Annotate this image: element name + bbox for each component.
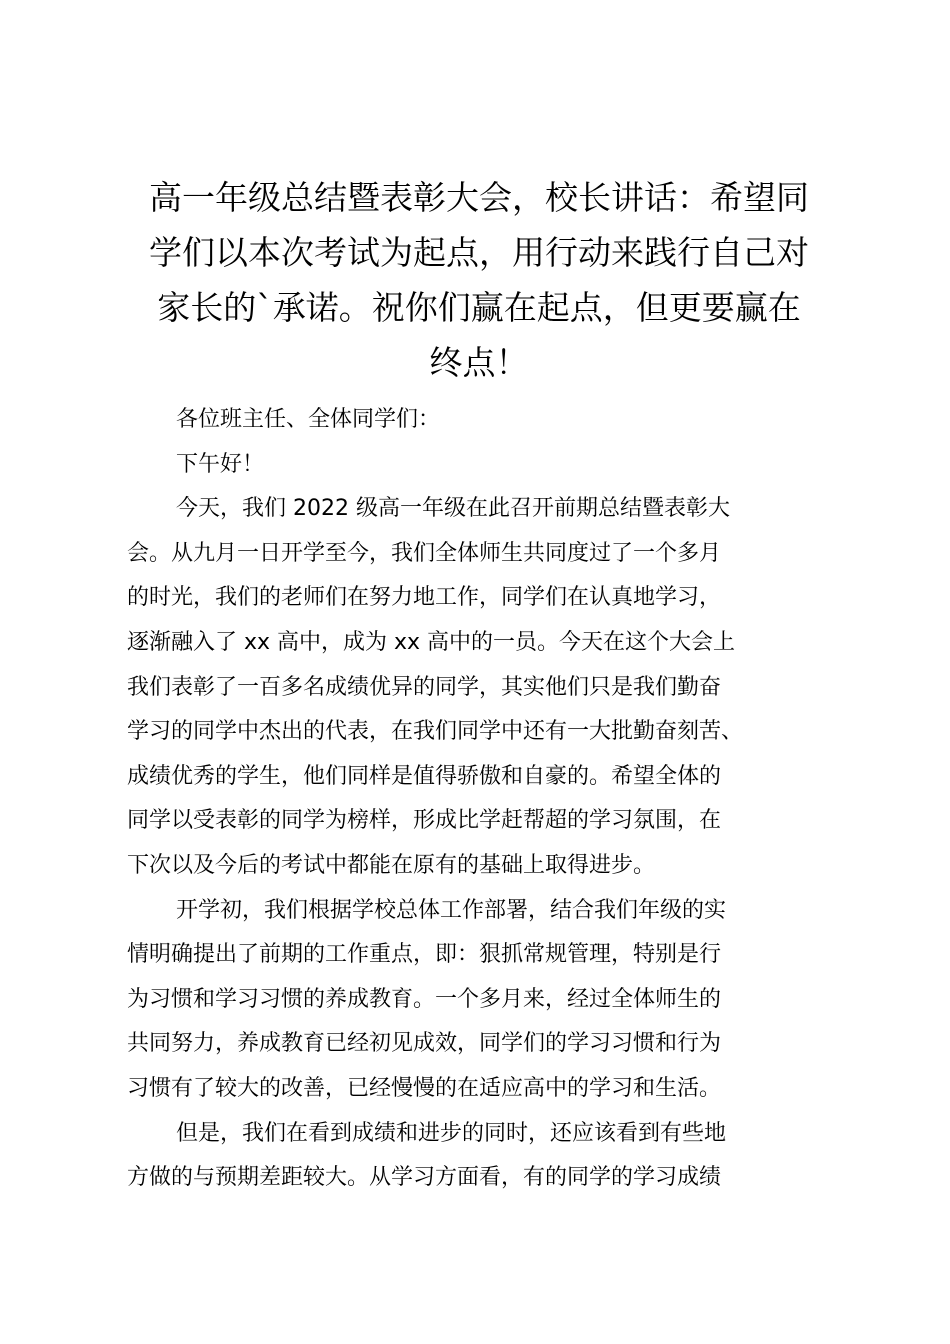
document-page bbox=[127, 170, 831, 1201]
paragraph-line: 为习惯和学习习惯的养成教育。一个多月来，经过全体师生的 bbox=[127, 986, 722, 1012]
paragraph-line: 下次以及今后的考试中都能在原有的基础上取得进步。 bbox=[127, 852, 656, 878]
paragraph-line: 方做的与预期差距较大。从学习方面看，有的同学的学习成绩 bbox=[127, 1165, 722, 1191]
title-line: 高一年级总结暨表彰大会，校长讲话：希望同 bbox=[149, 178, 809, 217]
paragraph-line: 今天，我们 2022 级高一年级在此召开前期总结暨表彰大 bbox=[176, 496, 730, 522]
paragraph-line: 情明确提出了前期的工作重点，即：狠抓常规管理，特别是行 bbox=[127, 942, 722, 968]
paragraph-line: 的时光，我们的老师们在努力地工作，同学们在认真地学习， bbox=[127, 585, 722, 611]
paragraph-line: 成绩优秀的学生，他们同样是值得骄傲和自豪的。希望全体的 bbox=[127, 763, 722, 789]
paragraph-line: 但是，我们在看到成绩和进步的同时，还应该看到有些地 bbox=[176, 1120, 727, 1146]
paragraph-line: 会。从九月一日开学至今，我们全体师生共同度过了一个多月 bbox=[127, 540, 722, 566]
paragraph-line: 共同努力，养成教育已经初见成效，同学们的学习习惯和行为 bbox=[127, 1031, 722, 1057]
paragraph-line: 同学以受表彰的同学为榜样，形成比学赶帮超的学习氛围，在 bbox=[127, 808, 722, 834]
document-title bbox=[127, 170, 831, 390]
title-line: 终点！ bbox=[429, 343, 529, 382]
paragraph-line: 开学初，我们根据学校总体工作部署，结合我们年级的实 bbox=[176, 897, 727, 923]
greeting: 下午好！ bbox=[176, 451, 265, 477]
paragraph-line: 习惯有了较大的改善，已经慢慢的在适应高中的学习和生活。 bbox=[127, 1075, 722, 1101]
document-body bbox=[127, 398, 831, 1201]
paragraph-line: 学习的同学中杰出的代表，在我们同学中还有一大批勤奋刻苦、 bbox=[127, 719, 744, 745]
paragraph-line: 我们表彰了一百多名成绩优异的同学，其实他们只是我们勤奋 bbox=[127, 674, 722, 700]
paragraph-line: 逐渐融入了 xx 高中，成为 xx 高中的一员。今天在这个大会上 bbox=[127, 629, 736, 655]
title-line: 家长的`承诺。祝你们赢在起点，但更要赢在 bbox=[157, 288, 801, 327]
title-line: 学们以本次考试为起点，用行动来践行自己对 bbox=[149, 233, 809, 272]
salutation: 各位班主任、全体同学们： bbox=[176, 407, 441, 432]
